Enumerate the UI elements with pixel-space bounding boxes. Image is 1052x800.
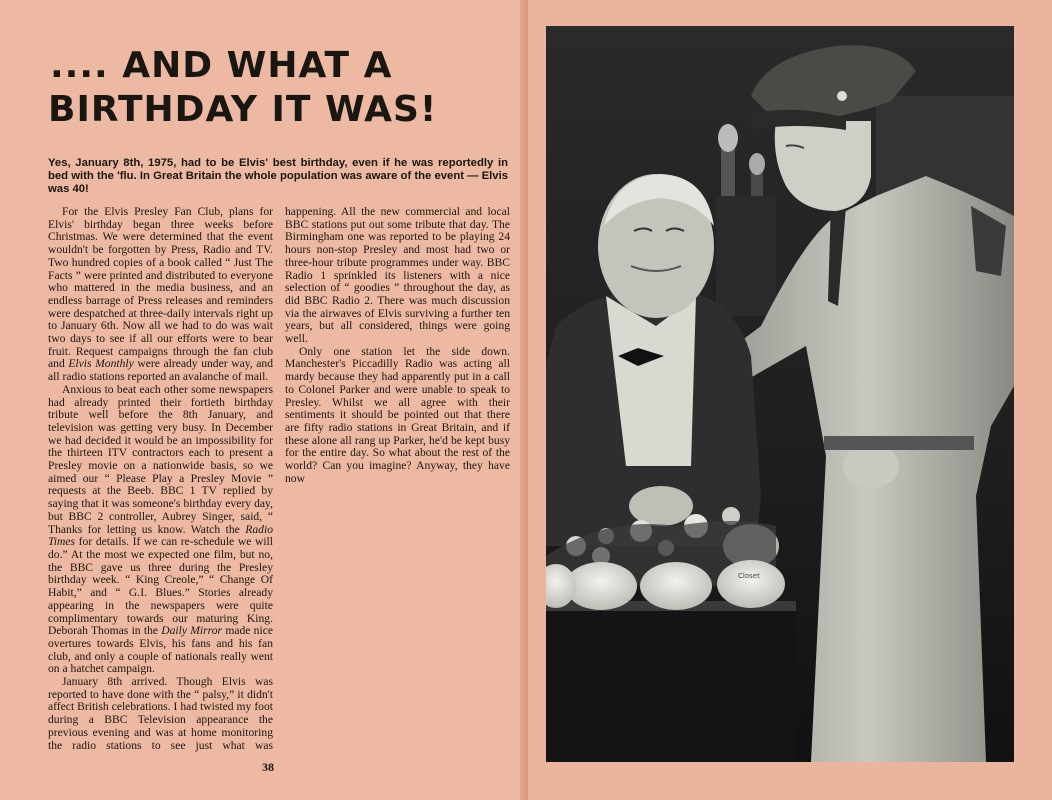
- cakes: [546, 560, 785, 610]
- cake-label: Closet: [738, 572, 760, 580]
- publication-title: Daily Mirror: [161, 624, 223, 638]
- body-paragraph-2: [48, 384, 273, 676]
- page-number: 38: [262, 760, 274, 774]
- intro-paragraph: Yes, January 8th, 1975, had to be Elvis' best birthday, even if he was reportedly in bed with the 'flu. In Great Britain the whole population was aware of the event — Elvis was 40!: [48, 157, 508, 195]
- body-text: Anxious to beat each other some newspapers had already printed their fortieth birthday tribute well before the 8th January, and television was getting very busy. In December we had decided it would be an impossibility for the thirteen ITV contractors each to present a Presley movie on a nationwide basis, so we aimed our “ Please Play a Presley Movie ” requests at the Beeb. BBC 1 TV replied by saying that it was someone's birthday every day, but BBC 2 controller, Aubrey Singer, said, “ Thanks for letting us know. Watch the: [48, 382, 273, 536]
- body-text: for details. If we can re-schedule we will do.” At the most we expected one film, but no, the BBC gave us three during the Presley birthday week. “ King Creole,” “ Change Of Habit,” and “ G.I. Blues.” Stories already appearing in the newspapers were quite complimentary towards our maturing King. Deborah Thomas in the: [48, 535, 273, 638]
- body-paragraph-4: Only one station let the side down. Manchester's Piccadilly Radio was acting all mardy because they had apparently put in a call to Colonel Parker and were unable to speak to Presley. Whilst we all agree with their sentiments it should be pointed out that there are fifty radio stations in Great Britain, and if these alone all rang up Parker, he'd be kept busy for the entire day. So what about the rest of the world? Can you imagine? Anyway, they have now: [285, 344, 510, 485]
- photograph: [546, 26, 1014, 762]
- headline: [48, 44, 498, 132]
- article-body: [48, 206, 510, 754]
- headline-line-2: BIRTHDAY IT WAS!: [48, 89, 438, 130]
- publication-title: Elvis Monthly: [68, 357, 134, 371]
- body-text: made nice overtures towards Elvis, his fans and his fan club, and only a couple of nationals really went on a hatchet campaign.: [48, 624, 273, 676]
- publication-title: Radio Times: [48, 522, 273, 549]
- body-paragraph-3: January 8th arrived. Though Elvis was reported to have done with the “ palsy,” it didn't affect British celebrations. I had twisted my foot during a BBC Television appearance the previous evening and was at home monitoring the radio stations to see just what was happening. All the new commercial and local BBC stations put out some tribute that day. The Birmingham one was reported to be playing 24 hours non-stop Presley and most had two or three-hour tribute programmes under way. BBC Radio 1 sprinkled its listeners with a nice selection of “ goodies ” throughout the day, as did BBC Radio 2. There was much discussion via the airwaves of Elvis surviving a further ten years, but all considered, things were going well.: [48, 206, 510, 752]
- photograph-illustration: [546, 26, 1014, 762]
- body-text: For the Elvis Presley Fan Club, plans for Elvis' birthday began three weeks before Christmas. We were determined that the event wouldn't be forgotten by Press, Radio and TV. Two hundred copies of a book called “ Just The Facts ” were printed and distributed to everyone who mattered in the media business, and an endless barrage of Press releases and reminders were despatched at three-daily intervals right up to January 6th. Now all we had to do was wait two days to see if all our efforts were to bear fruit. Request campaigns through the fan club and: [48, 206, 273, 371]
- body-text: were already under way, and all radio stations reported an avalanche of mail.: [48, 357, 273, 384]
- headline-line-1: .... AND WHAT A: [50, 45, 393, 86]
- body-paragraph-1: [48, 206, 273, 384]
